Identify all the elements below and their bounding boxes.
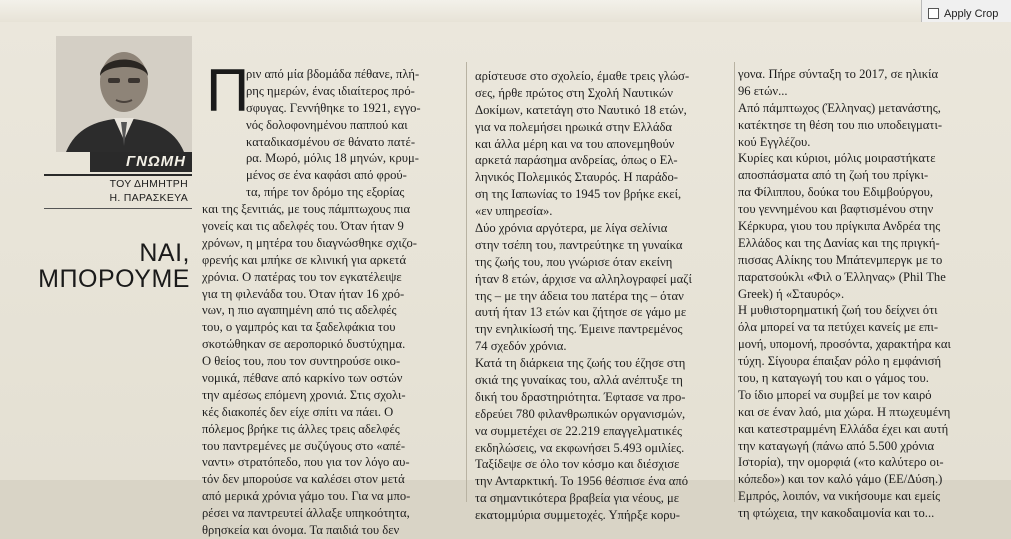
headline — [30, 240, 190, 292]
article-line: Δύο χρόνια αργότερα, με λίγα σελίνια — [475, 221, 668, 236]
byline-line-1: ΤΟΥ ΔΗΜΗΤΡΗ — [109, 178, 188, 190]
article-line: «εν υπηρεσία». — [475, 204, 553, 219]
article-line: την Ανταρκτική. Το 1956 θέσπισε ένα από — [475, 474, 689, 489]
article-line: δική του δραστηριότητα. Έφτασε να προ- — [475, 389, 686, 404]
article-line: αρκετά παράσημα ανδρείας, όπως ο Ελ- — [475, 153, 678, 168]
article-line: για τη φιλενάδα του. Όταν ήταν 16 χρό- — [202, 286, 405, 301]
headline-line-1: ΝΑΙ, — [139, 239, 190, 267]
article-line: ριν από μία βδομάδα πέθανε, πλή- — [246, 67, 420, 81]
apply-crop-label: Apply Crop — [944, 7, 999, 20]
article-line: νός δολοφονημένου παππού και — [246, 117, 408, 132]
drop-cap: Π — [206, 57, 250, 124]
article-line: του γεννημένου και βαφτισμένου στην — [738, 202, 934, 217]
article-line: τα, πήρε τον δρόμο της εξορίας — [246, 185, 405, 200]
article-column-1 — [202, 57, 462, 539]
article-line: εκδηλώσεις, να εκφωνήσει 5.493 ομιλίες. — [475, 440, 685, 455]
headline-line-2: ΜΠΟΡΟΥΜΕ — [38, 265, 190, 293]
article-line: της ζωής του, που γνώρισε όταν εκείνη — [475, 254, 673, 269]
article-line: και άλλα μέρη και να του απονεμηθούν — [475, 136, 675, 151]
article-line: την αμέσως επόμενη χρονιά. Στις σχολι- — [202, 387, 406, 402]
article-line: Ο θείος του, που τον συντηρούσε οικο- — [202, 354, 401, 369]
article-line: Ιστορία), την ομορφιά («το καλύτερο οι- — [738, 455, 944, 470]
article-line: σκοτώθηκαν σε αεροπορικό δυστύχημα. — [202, 337, 406, 352]
article-line: Κατά τη διάρκεια της ζωής του έζησε στη — [475, 356, 686, 371]
article-column-3 — [738, 66, 1000, 522]
divider — [44, 208, 192, 209]
article-line: Η μυθιστορηματική ζωή του δείχνει ότι — [738, 303, 938, 318]
article-line: του, ο γαμπρός και τα ξαδελφάκια του — [202, 320, 396, 335]
article-line: Από πάμπτωχος (Έλληνας) μετανάστης, — [738, 100, 941, 115]
article-line: ση της Ιαπωνίας το 1945 τον βρήκε εκεί, — [475, 187, 682, 202]
author-photo — [56, 36, 192, 152]
article-line: τα σημαντικότερα βραβεία για νέους, με — [475, 491, 680, 506]
article-line: νων, η πιο αγαπημένη από τις αδελφές — [202, 303, 397, 318]
article-line: εδρεύει 780 φιλανθρωπικών οργανισμών, — [475, 406, 686, 421]
article-line: του παντρεμένες με συζύγους στο «απέ- — [202, 438, 406, 453]
article-line: θρησκεία και όνομα. Τα παιδιά του δεν — [202, 523, 400, 538]
crop-icon — [928, 8, 939, 19]
article-line: κατέκτησε τη θέση του πιο υποδειγματι- — [738, 117, 943, 132]
article-line: για να πολεμήσει ηρωικά στην Ελλάδα — [475, 119, 672, 134]
article-line: ρης ημερών, ένας ιδιαίτερος πρό- — [246, 83, 415, 98]
article-line: καταδικασμένου σε θάνατο πατέ- — [246, 134, 416, 149]
article-line: κές διακοπές δεν είχε σπίτι να πάει. Ο — [202, 404, 394, 419]
article-line: και σε έναν λαό, μια χώρα. Η πτωχευμένη — [738, 404, 951, 419]
article-line: αρίστευσε στο σχολείο, έμαθε τρεις γλώσ- — [475, 69, 690, 83]
article-line: χρόνων, η μητέρα του διαγνώσθηκε σχιζο- — [202, 235, 418, 250]
article-line: Δοκίμων, κατετάγη στο Ναυτικό 18 ετών, — [475, 102, 687, 117]
newspaper-clipping — [0, 22, 1011, 538]
article-line: σφυγας. Γεννήθηκε το 1921, εγγο- — [246, 100, 421, 115]
article-line: να συμμετέχει σε 22.219 επαγγελματικές — [475, 423, 683, 438]
article-line: και κατεστραμμένη Ελλάδα έχει και αυτή — [738, 421, 949, 436]
article-line: αυτή ήταν 13 ετών και ζήτησε σε γάμο με — [475, 305, 687, 320]
divider — [44, 174, 192, 176]
article-line: Ταξίδεψε σε όλο τον κόσμο και διέσχισε — [475, 457, 680, 472]
byline-line-2: Η. ΠΑΡΑΣΚΕΥΑ — [109, 192, 188, 204]
column-divider — [466, 62, 467, 502]
article-line: γονα. Πήρε σύνταξη το 2017, σε ηλικία — [738, 67, 939, 81]
page-top-strip — [0, 0, 1011, 23]
article-line: πα Φίλιππου, δούκα του Εδιμβούργου, — [738, 185, 934, 200]
article-line: ρα. Μωρό, μόλις 18 μηνών, κρυμ- — [246, 151, 419, 166]
section-tag: ΓΝΩΜΗ — [90, 152, 192, 172]
byline — [44, 177, 188, 205]
article-line: μένος σε ένα καφάσι από φρού- — [246, 168, 407, 183]
article-line: φρενής και μπήκε σε κλινική για αρκετά — [202, 252, 407, 267]
article-line: την καταγωγή (πάνω από 5.500 χρόνια — [738, 438, 935, 453]
article-line: ήταν 8 ετών, άρχισε να αλληλογραφεί μαζί — [475, 271, 692, 286]
article-line: πόλεμος βρήκε τις άλλες τρεις αδελφές — [202, 421, 400, 436]
article-line: κού Εγγλέζου. — [738, 134, 811, 149]
article-line: 74 σχεδόν χρόνια. — [475, 339, 567, 354]
article-line: σες, ήρθε πρώτος στη Σχολή Ναυτικών — [475, 85, 673, 100]
article-line: όλα μπορεί να τα πετύχει κανείς με επι- — [738, 320, 939, 335]
article-line: τόν δεν μπορούσε να καλέσει στον μετά — [202, 472, 405, 487]
article-line: μονή, υπομονή, προσόντα, χαρακτήρα και — [738, 337, 951, 352]
article-line: και της ξενιτιάς, με τους πάμπτωχους πια — [202, 202, 411, 217]
article-line: τη φτώχεια, την κακοδαιμονία και το... — [738, 506, 935, 521]
article-line: Το ίδιο μπορεί να συμβεί με τον καιρό — [738, 387, 932, 402]
article-line: Κέρκυρα, γιου του πρίγκιπα Ανδρέα της — [738, 219, 941, 234]
article-line: ναντι» στρατόπεδο, που για τον λόγο αυ- — [202, 455, 410, 470]
article-line: του, η καταγωγή του και ο γάμος του. — [738, 371, 929, 386]
article-line: νομικά, πέθανε από καρκίνο των οστών — [202, 371, 403, 386]
article-line: σκιά της γυναίκας του, αλλά ανέπτυξε τη — [475, 373, 683, 388]
article-line: αποσπάσματα από τη ζωή του πρίγκι- — [738, 168, 929, 183]
article-line: την ενηλικίωσή της. Έμεινε παντρεμένος — [475, 322, 683, 337]
article-line: τύχη. Σίγουρα έπαιξαν ρόλο η εμφάνισή — [738, 354, 942, 369]
article-column-2 — [475, 68, 733, 524]
article-line: ληνικός Πολεμικός Σταυρός. Η παράδο- — [475, 170, 678, 185]
article-line: πισσας Αλίκης του Μπάτενμπεργκ με το — [738, 252, 943, 267]
article-line: εκατομμύρια συμμετοχές. Υπήρξε κορυ- — [475, 508, 680, 523]
article-line: παρατσούκλι «Φιλ ο Έλληνας» (Phil The — [738, 269, 946, 284]
article-line: κόπεδο») και τον καλό γάμο (ΕΕ/Δύση.) — [738, 472, 943, 487]
article-line: 96 ετών... — [738, 83, 788, 98]
article-line: γονείς και τις αδελφές του. Όταν ήταν 9 — [202, 219, 404, 234]
article-line: από μερικά χρόνια γάμο του. Για να μπο- — [202, 489, 411, 504]
article-line: Greek) ή «Σταυρός». — [738, 286, 845, 301]
article-line: Ελλάδος και της Δανίας και της πριγκή- — [738, 235, 940, 250]
article-line: στην τσέπη του, παντρεύτηκε τη γυναίκα — [475, 237, 683, 252]
article-line: της – με την άδεια του πατέρα της – όταν — [475, 288, 684, 303]
article-line: χρόνια. Ο πατέρας του τον εγκατέλειψε — [202, 269, 402, 284]
article-line: Κυρίες και κύριοι, μόλις μοιραστήκατε — [738, 151, 936, 166]
column-divider — [734, 62, 735, 502]
article-line: Εμπρός, λοιπόν, να νικήσουμε και εμείς — [738, 489, 941, 504]
article-line: ρέσει να παντρευτεί άλλαξε υπηκοότητα, — [202, 506, 410, 521]
